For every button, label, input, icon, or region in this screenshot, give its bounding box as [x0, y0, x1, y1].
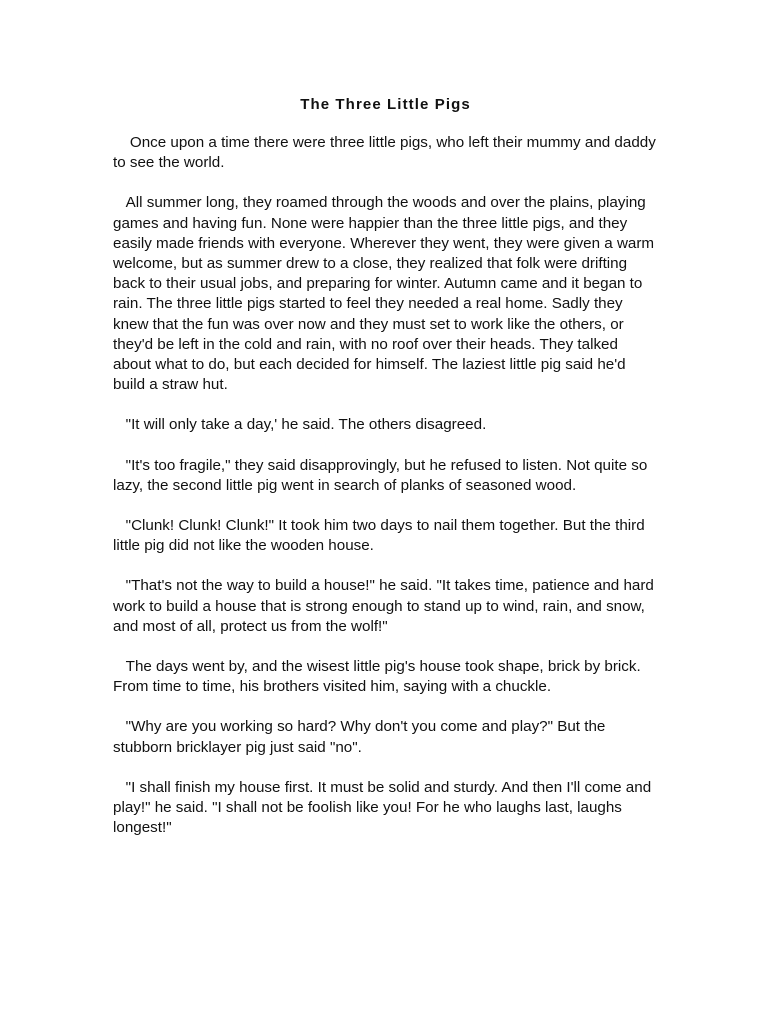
- paragraph-2: All summer long, they roamed through the woods and over the plains, playing games and having fun. None were happier than the three little pigs, and they easily made friends with everyone. Wherever they went, they were given a warm welcome, but as summer drew to a close, they realized that folk were drifting back to their usual jobs, and preparing for winter. Autumn came and it began to rain. The three little pigs started to feel they needed a real home. Sadly they knew that the fun was over now and they must set to work like the others, or they'd be left in the cold and rain, with no roof over their heads. They talked about what to do, but each decided for himself. The laziest little pig said he'd build a straw hut.: [113, 194, 659, 394]
- document-page: [113, 95, 661, 858]
- paragraph-6: "That's not the way to build a house!" he said. "It takes time, patience and hard work to build a house that is strong enough to stand up to wind, rain, and snow, and most of all, protect us from the wolf!": [113, 577, 659, 635]
- paragraph-8: "Why are you working so hard? Why don't you come and play?" But the stubborn bricklayer pig just said "no".: [113, 718, 610, 756]
- paragraph-9: "I shall finish my house first. It must be solid and sturdy. And then I'll come and play!" he said. "I shall not be foolish like you! For he who laughs last, laughs longest!": [113, 778, 656, 837]
- paragraph-7: The days went by, and the wisest little pig's house took shape, brick by brick. From time to time, his brothers visited him, saying with a chuckle.: [113, 658, 645, 696]
- paragraph-5: "Clunk! Clunk! Clunk!" It took him two days to nail them together. But the third little pig did not like the wooden house.: [113, 517, 649, 555]
- paragraph-1: Once upon a time there were three little pigs, who left their mummy and daddy to see the world.: [113, 134, 661, 172]
- document-title: The Three Little Pigs: [300, 96, 471, 113]
- paragraph-4: "It's too fragile," they said disapprovingly, but he refused to listen. Not quite so lazy, the second little pig went in search of planks of seasoned wood.: [113, 456, 652, 494]
- paragraph-3: "It will only take a day,' he said. The others disagreed.: [113, 416, 487, 434]
